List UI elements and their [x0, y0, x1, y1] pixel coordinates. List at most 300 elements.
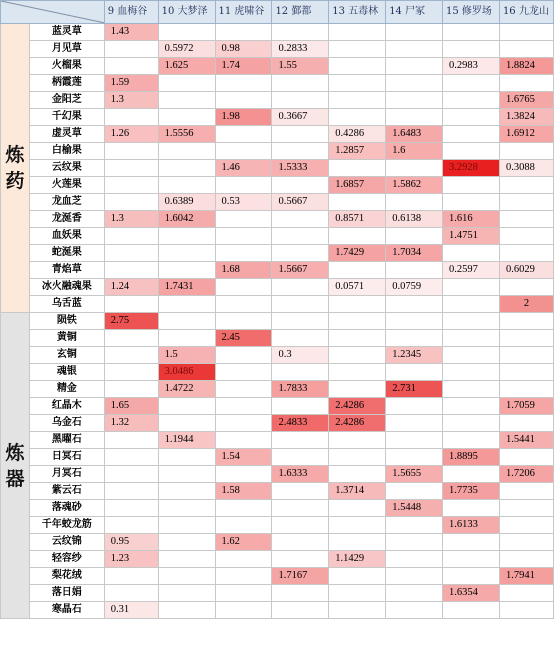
value-cell — [215, 398, 272, 415]
value-cell — [272, 534, 329, 551]
value-cell — [215, 92, 272, 109]
value-cell — [215, 211, 272, 228]
value-cell: 0.95 — [104, 534, 158, 551]
material-name: 蛇涎果 — [29, 245, 104, 262]
value-cell — [158, 313, 215, 330]
material-name: 梨花绒 — [29, 568, 104, 585]
value-cell — [104, 585, 158, 602]
value-cell — [272, 177, 329, 194]
table-row — [1, 92, 554, 109]
value-cell — [215, 24, 272, 41]
value-cell — [499, 517, 553, 534]
value-cell: 1.65 — [104, 398, 158, 415]
value-cell — [158, 398, 215, 415]
table-row — [1, 245, 554, 262]
value-cell — [386, 330, 443, 347]
value-cell — [386, 364, 443, 381]
value-cell — [499, 245, 553, 262]
value-cell — [158, 75, 215, 92]
value-cell — [104, 568, 158, 585]
value-cell: 1.2345 — [386, 347, 443, 364]
value-cell — [443, 41, 500, 58]
table-row — [1, 500, 554, 517]
value-cell: 1.8824 — [499, 58, 553, 75]
value-cell — [443, 568, 500, 585]
material-name: 千幻果 — [29, 109, 104, 126]
value-cell — [443, 381, 500, 398]
value-cell — [443, 330, 500, 347]
material-name: 精金 — [29, 381, 104, 398]
material-name: 乌舌蓝 — [29, 296, 104, 313]
table-row — [1, 75, 554, 92]
value-cell: 1.7167 — [272, 568, 329, 585]
value-cell — [443, 432, 500, 449]
value-cell: 0.98 — [215, 41, 272, 58]
table-row — [1, 279, 554, 296]
column-header: 12 鄞都 — [272, 1, 329, 24]
value-cell — [158, 500, 215, 517]
value-cell — [499, 381, 553, 398]
table-row — [1, 364, 554, 381]
value-cell: 1.4722 — [158, 381, 215, 398]
value-cell — [499, 585, 553, 602]
value-cell: 1.6765 — [499, 92, 553, 109]
table-row — [1, 41, 554, 58]
value-cell — [329, 517, 386, 534]
table-row — [1, 585, 554, 602]
table-row — [1, 551, 554, 568]
value-cell — [158, 262, 215, 279]
value-cell — [215, 432, 272, 449]
value-cell — [158, 177, 215, 194]
value-cell — [329, 24, 386, 41]
value-cell — [104, 296, 158, 313]
material-name: 冰火融魂果 — [29, 279, 104, 296]
material-name: 月冥石 — [29, 466, 104, 483]
value-cell — [272, 602, 329, 619]
corner-cell — [1, 1, 105, 24]
value-cell: 0.2597 — [443, 262, 500, 279]
value-cell — [104, 160, 158, 177]
value-cell — [215, 313, 272, 330]
header-row — [1, 1, 554, 24]
table-row — [1, 262, 554, 279]
value-cell — [499, 330, 553, 347]
value-cell — [215, 517, 272, 534]
value-cell — [443, 466, 500, 483]
material-name: 玄铜 — [29, 347, 104, 364]
value-cell — [215, 500, 272, 517]
value-cell: 1.3 — [104, 211, 158, 228]
value-cell: 0.0759 — [386, 279, 443, 296]
value-cell: 1.24 — [104, 279, 158, 296]
value-cell: 0.8571 — [329, 211, 386, 228]
value-cell — [215, 466, 272, 483]
value-cell — [443, 551, 500, 568]
value-cell — [386, 194, 443, 211]
table-row — [1, 296, 554, 313]
value-cell: 1.7429 — [329, 245, 386, 262]
value-cell — [386, 41, 443, 58]
value-cell: 1.3 — [104, 92, 158, 109]
value-cell — [499, 602, 553, 619]
table-row — [1, 466, 554, 483]
value-cell — [158, 483, 215, 500]
value-cell: 0.3088 — [499, 160, 553, 177]
table-row — [1, 24, 554, 41]
value-cell: 1.5655 — [386, 466, 443, 483]
value-cell — [329, 449, 386, 466]
value-cell: 2.4286 — [329, 415, 386, 432]
value-cell: 1.5448 — [386, 500, 443, 517]
value-cell — [104, 483, 158, 500]
value-cell: 0.6138 — [386, 211, 443, 228]
value-cell: 1.6912 — [499, 126, 553, 143]
value-cell — [443, 75, 500, 92]
value-cell — [104, 449, 158, 466]
value-cell — [272, 279, 329, 296]
value-cell — [272, 449, 329, 466]
value-cell — [329, 432, 386, 449]
value-cell — [272, 432, 329, 449]
value-cell — [499, 313, 553, 330]
value-cell — [158, 143, 215, 160]
table-row — [1, 330, 554, 347]
value-cell — [272, 483, 329, 500]
value-cell — [215, 568, 272, 585]
value-cell: 0.2983 — [443, 58, 500, 75]
value-cell — [158, 296, 215, 313]
value-cell — [272, 364, 329, 381]
value-cell — [272, 296, 329, 313]
column-header: 16 九龙山 — [499, 1, 553, 24]
value-cell — [272, 75, 329, 92]
value-cell — [104, 364, 158, 381]
value-cell: 1.5667 — [272, 262, 329, 279]
value-cell — [215, 245, 272, 262]
value-cell: 1.5 — [158, 347, 215, 364]
material-name: 蓝灵草 — [29, 24, 104, 41]
material-name: 龙涎香 — [29, 211, 104, 228]
value-cell: 1.6133 — [443, 517, 500, 534]
value-cell — [386, 483, 443, 500]
value-cell — [386, 24, 443, 41]
value-cell — [104, 143, 158, 160]
value-cell: 1.6857 — [329, 177, 386, 194]
value-cell: 1.6 — [386, 143, 443, 160]
value-cell: 1.43 — [104, 24, 158, 41]
value-cell: 1.3824 — [499, 109, 553, 126]
value-cell: 2.4286 — [329, 398, 386, 415]
value-cell — [104, 262, 158, 279]
value-cell — [499, 194, 553, 211]
group-label-text: 炼药 — [5, 144, 25, 192]
value-cell — [215, 602, 272, 619]
value-cell — [499, 24, 553, 41]
value-cell — [329, 160, 386, 177]
table-row — [1, 177, 554, 194]
value-cell — [104, 58, 158, 75]
table-row — [1, 143, 554, 160]
material-name: 月见草 — [29, 41, 104, 58]
value-cell: 1.6042 — [158, 211, 215, 228]
value-cell — [104, 500, 158, 517]
value-cell — [329, 364, 386, 381]
value-cell — [272, 585, 329, 602]
value-cell: 1.54 — [215, 449, 272, 466]
material-name: 魂银 — [29, 364, 104, 381]
value-cell — [104, 347, 158, 364]
value-cell — [499, 449, 553, 466]
value-cell — [158, 534, 215, 551]
value-cell — [329, 228, 386, 245]
value-cell — [499, 143, 553, 160]
value-cell: 1.7034 — [386, 245, 443, 262]
value-cell — [158, 109, 215, 126]
value-cell — [272, 126, 329, 143]
value-cell: 0.3667 — [272, 109, 329, 126]
value-cell — [499, 364, 553, 381]
value-cell — [443, 347, 500, 364]
material-name: 红晶木 — [29, 398, 104, 415]
value-cell — [329, 347, 386, 364]
value-cell: 1.5862 — [386, 177, 443, 194]
value-cell — [499, 551, 553, 568]
value-cell: 1.7206 — [499, 466, 553, 483]
value-cell — [158, 228, 215, 245]
value-cell — [215, 279, 272, 296]
value-cell — [158, 245, 215, 262]
table-row — [1, 483, 554, 500]
value-cell — [158, 568, 215, 585]
value-cell: 1.32 — [104, 415, 158, 432]
table-row — [1, 432, 554, 449]
value-cell — [215, 177, 272, 194]
value-cell — [499, 483, 553, 500]
value-cell — [215, 347, 272, 364]
value-cell — [386, 517, 443, 534]
material-name: 白榆果 — [29, 143, 104, 160]
value-cell: 1.7735 — [443, 483, 500, 500]
value-cell: 1.3714 — [329, 483, 386, 500]
table-row — [1, 517, 554, 534]
table-row — [1, 568, 554, 585]
value-cell — [272, 500, 329, 517]
table-row — [1, 381, 554, 398]
value-cell — [215, 381, 272, 398]
value-cell: 1.625 — [158, 58, 215, 75]
value-cell: 3.2928 — [443, 160, 500, 177]
value-cell — [499, 534, 553, 551]
column-header: 10 大梦泽 — [158, 1, 215, 24]
material-name: 轻容纱 — [29, 551, 104, 568]
value-cell — [499, 279, 553, 296]
value-cell — [386, 415, 443, 432]
value-cell — [158, 160, 215, 177]
value-cell — [158, 415, 215, 432]
material-name: 黑曜石 — [29, 432, 104, 449]
value-cell — [215, 585, 272, 602]
value-cell — [329, 194, 386, 211]
value-cell — [272, 313, 329, 330]
value-cell — [158, 24, 215, 41]
value-cell: 1.6354 — [443, 585, 500, 602]
value-cell — [104, 245, 158, 262]
value-cell — [329, 500, 386, 517]
value-cell: 1.46 — [215, 160, 272, 177]
table-row — [1, 398, 554, 415]
value-cell — [499, 347, 553, 364]
value-cell — [158, 449, 215, 466]
value-cell: 1.4751 — [443, 228, 500, 245]
value-cell — [329, 109, 386, 126]
table-row — [1, 58, 554, 75]
value-cell — [104, 228, 158, 245]
material-name: 紫云石 — [29, 483, 104, 500]
value-cell — [272, 245, 329, 262]
value-cell: 1.7941 — [499, 568, 553, 585]
value-cell: 2 — [499, 296, 553, 313]
value-cell — [499, 228, 553, 245]
table-row — [1, 109, 554, 126]
value-cell — [104, 381, 158, 398]
value-cell — [386, 313, 443, 330]
value-cell — [386, 228, 443, 245]
value-cell: 1.58 — [215, 483, 272, 500]
value-cell — [215, 551, 272, 568]
value-cell — [443, 415, 500, 432]
value-cell — [386, 296, 443, 313]
value-cell — [104, 466, 158, 483]
value-cell: 2.731 — [386, 381, 443, 398]
material-name: 千年蛟龙筋 — [29, 517, 104, 534]
value-cell — [104, 517, 158, 534]
material-name: 乌金石 — [29, 415, 104, 432]
value-cell: 1.26 — [104, 126, 158, 143]
value-cell — [329, 534, 386, 551]
column-header: 9 血梅谷 — [104, 1, 158, 24]
value-cell — [443, 602, 500, 619]
value-cell — [443, 92, 500, 109]
value-cell — [386, 585, 443, 602]
material-name: 落日娟 — [29, 585, 104, 602]
value-cell — [386, 568, 443, 585]
table-row — [1, 347, 554, 364]
value-cell — [104, 194, 158, 211]
value-cell — [215, 296, 272, 313]
value-cell: 1.7431 — [158, 279, 215, 296]
table-row — [1, 194, 554, 211]
value-cell — [386, 75, 443, 92]
value-cell: 1.98 — [215, 109, 272, 126]
value-cell — [158, 517, 215, 534]
value-cell: 1.23 — [104, 551, 158, 568]
value-cell — [104, 432, 158, 449]
material-name: 云纹果 — [29, 160, 104, 177]
value-cell — [443, 194, 500, 211]
table-row — [1, 126, 554, 143]
value-cell — [272, 92, 329, 109]
value-cell: 1.7833 — [272, 381, 329, 398]
value-cell — [158, 92, 215, 109]
value-cell — [329, 330, 386, 347]
value-cell: 0.6029 — [499, 262, 553, 279]
material-name: 火榴果 — [29, 58, 104, 75]
material-name: 云纹锦 — [29, 534, 104, 551]
value-cell: 1.62 — [215, 534, 272, 551]
value-cell — [443, 143, 500, 160]
value-cell — [329, 585, 386, 602]
value-cell — [386, 109, 443, 126]
value-cell — [386, 160, 443, 177]
value-cell — [272, 398, 329, 415]
value-cell — [158, 466, 215, 483]
value-cell: 1.1429 — [329, 551, 386, 568]
value-cell — [104, 41, 158, 58]
value-cell — [272, 228, 329, 245]
table-row — [1, 415, 554, 432]
table-row — [1, 602, 554, 619]
material-name: 日冥石 — [29, 449, 104, 466]
value-cell — [104, 177, 158, 194]
value-cell: 0.5667 — [272, 194, 329, 211]
value-cell — [215, 143, 272, 160]
value-cell: 2.4833 — [272, 415, 329, 432]
material-name: 陨铁 — [29, 313, 104, 330]
value-cell — [499, 75, 553, 92]
value-cell — [158, 602, 215, 619]
value-cell — [499, 500, 553, 517]
value-cell — [329, 41, 386, 58]
group-label — [1, 313, 30, 619]
value-cell: 1.616 — [443, 211, 500, 228]
value-cell: 1.1944 — [158, 432, 215, 449]
value-cell — [329, 296, 386, 313]
value-cell — [329, 58, 386, 75]
value-cell — [386, 432, 443, 449]
value-cell — [443, 126, 500, 143]
value-cell — [158, 585, 215, 602]
table-row — [1, 160, 554, 177]
value-cell — [499, 177, 553, 194]
column-header: 14 尸冢 — [386, 1, 443, 24]
value-cell: 0.31 — [104, 602, 158, 619]
value-cell: 0.4286 — [329, 126, 386, 143]
material-name: 火莲果 — [29, 177, 104, 194]
value-cell: 1.74 — [215, 58, 272, 75]
corner-diagonal — [1, 1, 104, 23]
value-cell — [272, 517, 329, 534]
value-cell: 1.5441 — [499, 432, 553, 449]
table-row — [1, 211, 554, 228]
value-cell — [215, 415, 272, 432]
value-cell — [443, 398, 500, 415]
value-cell: 0.6389 — [158, 194, 215, 211]
value-cell: 1.5556 — [158, 126, 215, 143]
material-name: 龙血芝 — [29, 194, 104, 211]
value-cell — [215, 75, 272, 92]
value-cell: 1.6333 — [272, 466, 329, 483]
group-label — [1, 24, 30, 313]
value-cell — [272, 143, 329, 160]
column-header: 15 修罗场 — [443, 1, 500, 24]
value-cell — [104, 109, 158, 126]
value-cell — [386, 602, 443, 619]
value-cell: 1.55 — [272, 58, 329, 75]
value-cell: 2.45 — [215, 330, 272, 347]
value-cell: 0.53 — [215, 194, 272, 211]
material-name: 血妖果 — [29, 228, 104, 245]
